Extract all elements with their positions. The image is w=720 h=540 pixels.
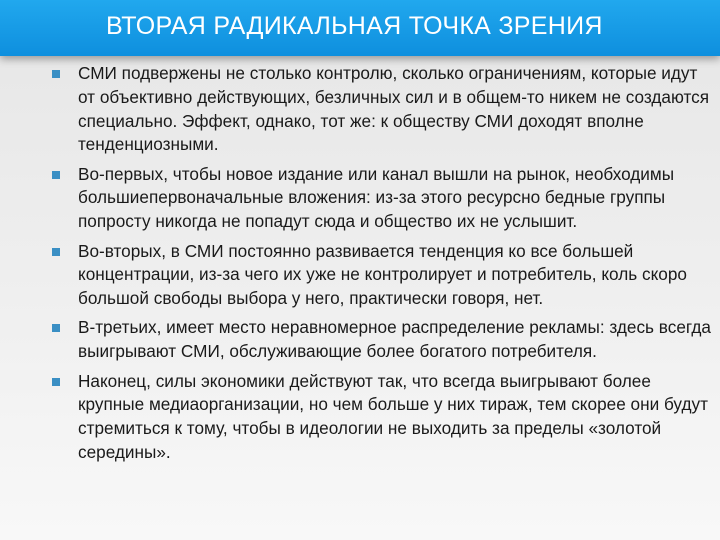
bullet-text: Во-вторых, в СМИ постоянно развивается тенденция ко все большей концентрации, из-за чего их уже не контролирует и потребитель, коль скоро большой свободы выбора у него, практически говоря, нет. bbox=[78, 240, 687, 309]
square-bullet-icon bbox=[52, 171, 60, 179]
square-bullet-icon bbox=[52, 324, 60, 332]
square-bullet-icon bbox=[52, 248, 60, 256]
square-bullet-icon bbox=[52, 378, 60, 386]
slide-title: ВТОРАЯ РАДИКАЛЬНАЯ ТОЧКА ЗРЕНИЯ bbox=[106, 12, 603, 40]
bullet-text: Наконец, силы экономики действуют так, что всегда выигрывают более крупные медиаорганизации, но чем больше у них тираж, тем скорее они будут стремиться к тому, чтобы в идеологии не выходить за пределы «золотой середины». bbox=[78, 370, 708, 462]
list-item bbox=[48, 240, 712, 311]
bullet-text: СМИ подвержены не столько контролю, сколько ограничениям, которые идут от объективно действующих, безличных сил и в общем-то никем не создаются специально. Эффект, однако, тот же: к обществу СМИ доходят вполне тенденциозными. bbox=[78, 63, 710, 155]
slide-content bbox=[48, 62, 712, 470]
list-item bbox=[48, 316, 712, 364]
list-item bbox=[48, 62, 712, 157]
bullet-list bbox=[48, 62, 712, 465]
square-bullet-icon bbox=[52, 70, 60, 78]
list-item bbox=[48, 370, 712, 465]
bullet-text: В-третьих, имеет место неравномерное распределение рекламы: здесь всегда выигрывают СМИ, обслуживающие более богатого потребителя. bbox=[78, 317, 711, 362]
bullet-text: Во-первых, чтобы новое издание или канал вышли на рынок, необходимы большиепервоначальные вложения: из-за этого ресурсно бедные группы попросту никогда не попадут сюда и общество их не услышит. bbox=[78, 163, 675, 232]
title-bar bbox=[0, 0, 720, 56]
list-item bbox=[48, 163, 712, 234]
